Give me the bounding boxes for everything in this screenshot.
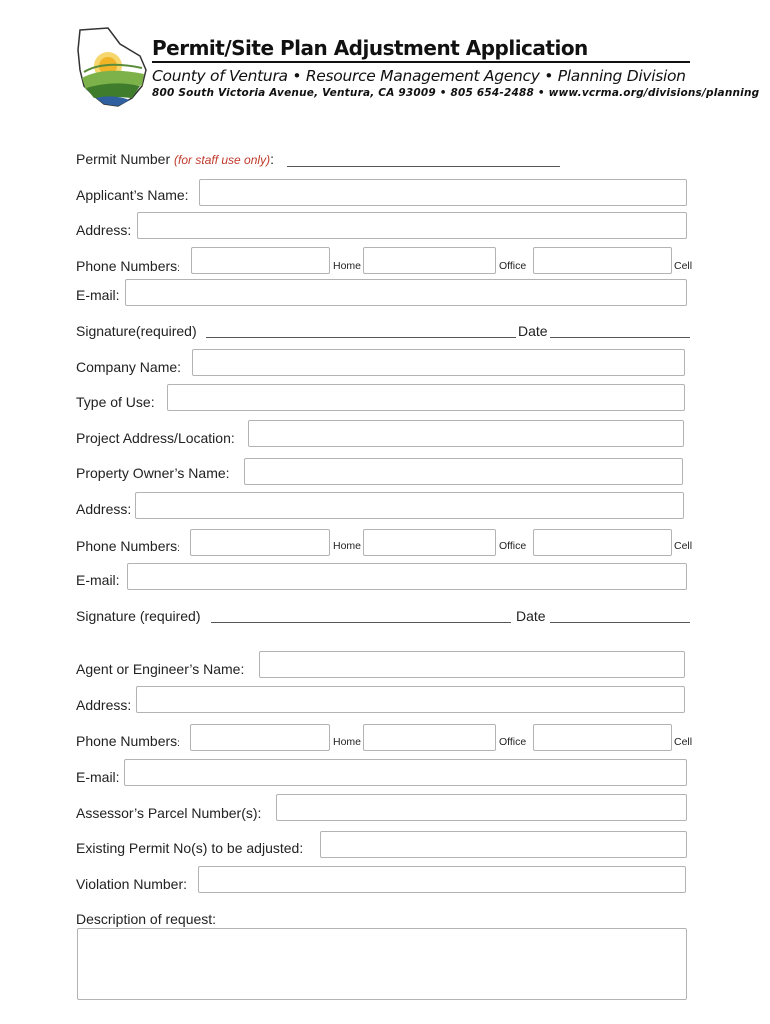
owner-cell-label: Cell (674, 540, 693, 552)
ventura-county-logo-icon (74, 26, 152, 110)
applicant-cell-phone-field[interactable] (533, 247, 672, 274)
company-name-label: Company Name: (76, 359, 182, 375)
applicant-home-label: Home (333, 260, 362, 272)
agency-contact: 800 South Victoria Avenue, Ventura, CA 93009 • 805 654-2488 • www.vcrma.org/divisions/planning (152, 87, 760, 99)
description-label: Description of request: (76, 911, 217, 927)
agent-cell-label: Cell (674, 736, 693, 748)
agent-address-field[interactable] (136, 686, 685, 713)
applicant-signature-line[interactable] (206, 337, 516, 338)
agent-address-label: Address: (76, 697, 132, 713)
applicant-address-label: Address: (76, 222, 132, 238)
applicant-cell-label: Cell (674, 260, 693, 272)
permit-number-label: Permit Number (for staff use only): (76, 151, 274, 167)
parcel-numbers-field[interactable] (276, 794, 687, 821)
agency-subtitle: County of Ventura • Resource Management Agency • Planning Division (152, 67, 686, 85)
agent-office-label: Office (499, 736, 527, 748)
owner-email-field[interactable] (127, 563, 687, 590)
applicant-office-label: Office (499, 260, 527, 272)
company-name-field[interactable] (192, 349, 685, 376)
project-address-label: Project Address/Location: (76, 430, 235, 446)
project-address-field[interactable] (248, 420, 684, 447)
owner-address-field[interactable] (135, 492, 684, 519)
applicant-date-line[interactable] (550, 337, 690, 338)
type-of-use-label: Type of Use: (76, 394, 155, 410)
applicant-name-field[interactable] (199, 179, 687, 206)
permit-staff-hint: (for staff use only) (174, 153, 271, 167)
applicant-date-label: Date (518, 323, 548, 339)
agent-email-label: E-mail: (76, 769, 120, 785)
agent-phone-label: Phone Numbers: (76, 733, 180, 749)
applicant-email-label: E-mail: (76, 287, 120, 303)
applicant-phone-label: Phone Numbers: (76, 258, 180, 274)
owner-date-line[interactable] (550, 622, 690, 623)
owner-address-label: Address: (76, 501, 132, 517)
agent-office-phone-field[interactable] (363, 724, 496, 751)
parcel-numbers-label: Assessor’s Parcel Number(s): (76, 805, 262, 821)
applicant-signature-label: Signature(required) (76, 323, 197, 339)
applicant-email-field[interactable] (125, 279, 687, 306)
owner-home-phone-field[interactable] (190, 529, 330, 556)
property-owner-field[interactable] (244, 458, 683, 485)
owner-date-label: Date (516, 608, 546, 624)
violation-number-label: Violation Number: (76, 876, 188, 892)
existing-permit-label: Existing Permit No(s) to be adjusted: (76, 840, 304, 856)
applicant-address-field[interactable] (137, 212, 687, 239)
agent-name-label: Agent or Engineer’s Name: (76, 661, 245, 677)
form-title: Permit/Site Plan Adjustment Application (152, 36, 690, 63)
agent-name-field[interactable] (259, 651, 685, 678)
owner-signature-line[interactable] (211, 622, 511, 623)
violation-number-field[interactable] (198, 866, 686, 893)
applicant-home-phone-field[interactable] (191, 247, 330, 274)
owner-phone-label: Phone Numbers: (76, 538, 180, 554)
owner-signature-label: Signature (required) (76, 608, 201, 624)
owner-home-label: Home (333, 540, 362, 552)
permit-number-line[interactable] (287, 166, 560, 167)
applicant-office-phone-field[interactable] (363, 247, 496, 274)
agent-home-phone-field[interactable] (190, 724, 330, 751)
agent-cell-phone-field[interactable] (533, 724, 672, 751)
owner-office-label: Office (499, 540, 527, 552)
type-of-use-field[interactable] (167, 384, 685, 411)
property-owner-label: Property Owner’s Name: (76, 465, 230, 481)
agent-email-field[interactable] (124, 759, 687, 786)
owner-email-label: E-mail: (76, 572, 120, 588)
applicant-name-label: Applicant’s Name: (76, 187, 189, 203)
agent-home-label: Home (333, 736, 362, 748)
owner-cell-phone-field[interactable] (533, 529, 672, 556)
owner-office-phone-field[interactable] (363, 529, 496, 556)
existing-permit-field[interactable] (320, 831, 687, 858)
description-field[interactable] (77, 928, 687, 1000)
